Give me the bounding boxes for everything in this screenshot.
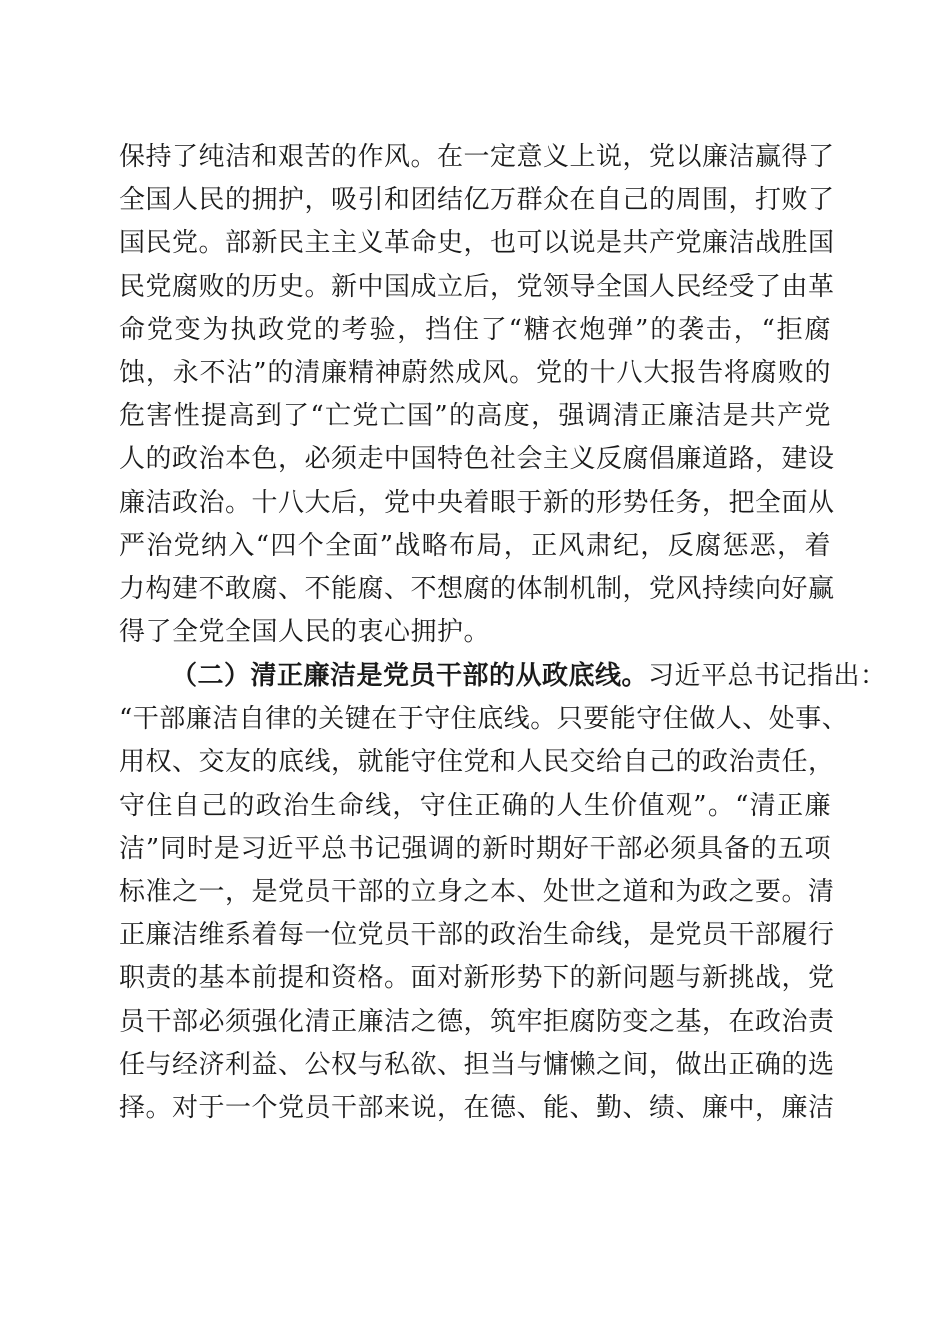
paragraph-party-integrity-history xyxy=(119,136,835,654)
text-line: 危害性提高到了“亡党亡国”的高度，强调清正廉洁是共产党 xyxy=(119,401,831,432)
text-line: 职责的基本前提和资格。面对新形势下的新问题与新挑战，党 xyxy=(119,963,835,994)
text-line: 员干部必须强化清正廉洁之德，筑牢拒腐防变之基，在政治责 xyxy=(119,1006,835,1037)
text-line: 国民党。部新民主主义革命史，也可以说是共产党廉洁战胜国 xyxy=(119,228,835,259)
text-line: 力构建不敢腐、不能腐、不想腐的体制机制，党风持续向好赢 xyxy=(119,573,835,604)
section-heading: （二）清正廉洁是党员干部的从政底线。 xyxy=(171,661,649,691)
text-line: 严治党纳入“四个全面”战略布局，正风肃纪，反腐惩恶，着 xyxy=(119,530,831,561)
text-line: 用权、交友的底线，就能守住党和人民交给自己的政治责任， xyxy=(119,747,835,778)
text-line: 民党腐败的历史。新中国成立后，党领导全国人民经受了由革 xyxy=(119,271,835,302)
text-line: “干部廉洁自律的关键在于守住底线。只要能守住做人、处事、 xyxy=(119,704,849,735)
text-line: 标准之一，是党员干部的立身之本、处世之道和为政之要。清 xyxy=(119,876,835,907)
text-line: 命党变为执政党的考验，挡住了“糖衣炮弹”的袭击，“拒腐 xyxy=(119,314,831,345)
text-line: 守住自己的政治生命线，守住正确的人生价值观”。“清正廉 xyxy=(119,790,831,821)
text-line: 廉洁政治。十八大后，党中央着眼于新的形势任务，把全面从 xyxy=(119,487,835,518)
text-line: 正廉洁维系着每一位党员干部的政治生命线，是党员干部履行 xyxy=(119,920,835,951)
text-line: 全国人民的拥护，吸引和团结亿万群众在自己的周围，打败了 xyxy=(119,185,835,216)
text-line: 得了全党全国人民的衷心拥护。 xyxy=(119,617,491,648)
text-line: 任与经济利益、公权与私欲、担当与慵懒之间，做出正确的选 xyxy=(119,1049,835,1080)
text-line: 择。对于一个党员干部来说，在德、能、勤、绩、廉中，廉洁 xyxy=(119,1092,835,1123)
text-line: 保持了纯洁和艰苦的作风。在一定意义上说，党以廉洁赢得了 xyxy=(119,142,835,172)
text-line: 洁”同时是习近平总书记强调的新时期好干部必须具备的五项 xyxy=(119,833,831,864)
section-heading-continuation: 习近平总书记指出： xyxy=(648,661,887,691)
section-first-line xyxy=(119,655,887,698)
text-line: 蚀，永不沾”的清廉精神蔚然成风。党的十八大报告将腐败的 xyxy=(119,357,831,388)
paragraph-cadre-bottom-line xyxy=(119,655,887,1130)
text-line: 人的政治本色，必须走中国特色社会主义反腐倡廉道路，建设 xyxy=(119,444,835,475)
